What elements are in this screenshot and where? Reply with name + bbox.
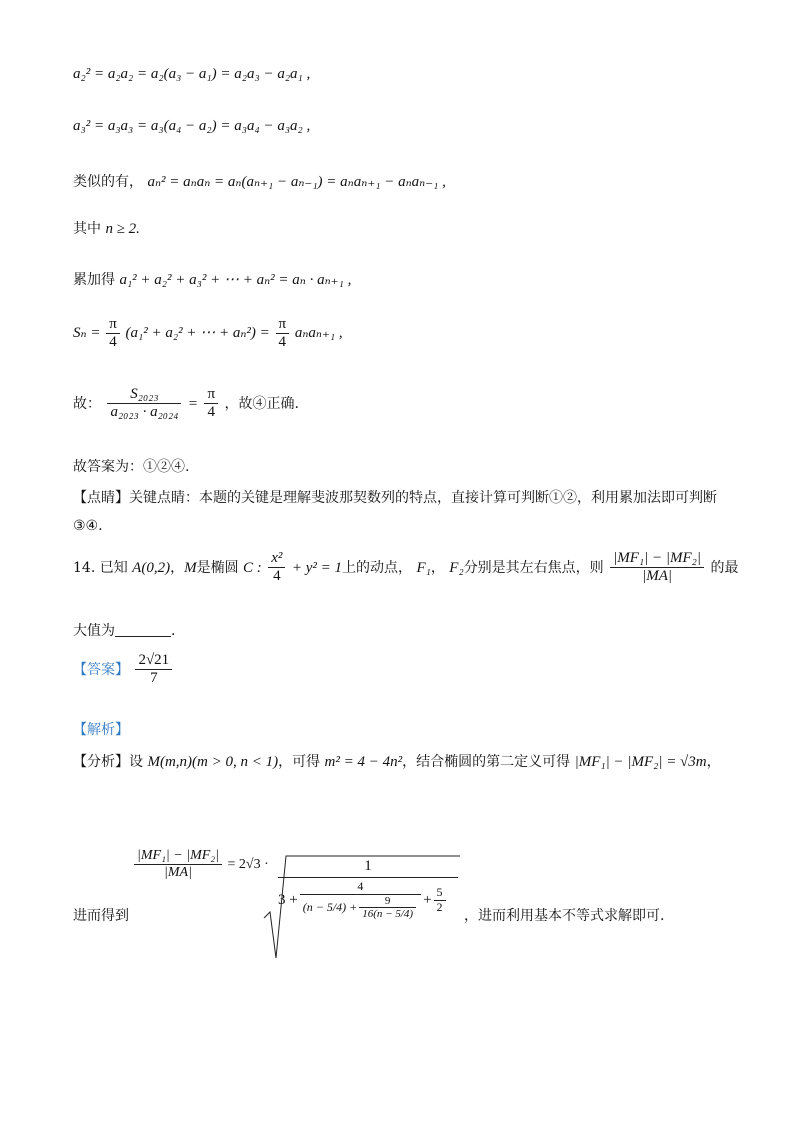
big-formula — [132, 848, 269, 881]
q14-text-1: ， — [170, 559, 185, 576]
pi-numerator-2: π — [276, 316, 290, 334]
s-n-lhs: Sₙ = — [73, 325, 101, 342]
big-equals: = 2√3 · — [227, 856, 269, 872]
line-7-prefix: 故： — [73, 395, 101, 412]
comment-tag: 【点睛】 — [73, 490, 129, 506]
inner-two: 2 — [436, 900, 443, 915]
line-7-suffix: ，故④正确. — [224, 395, 299, 412]
answer-line — [73, 652, 174, 688]
s2023-fraction — [107, 386, 181, 422]
analysis-line-1 — [73, 751, 721, 771]
fenxi-tag: 【分析】 — [73, 754, 129, 770]
big-inner-fraction — [278, 858, 458, 921]
analysis-text-3: ，结合椭圆的第二定义可得 — [402, 754, 571, 770]
line-5-prefix: 累加得 — [73, 272, 115, 288]
analysis-tag: 【解析】 — [73, 722, 129, 738]
inner-five-halves — [434, 886, 446, 915]
question-number: 14. 已知 — [73, 559, 128, 576]
answer-blank — [115, 624, 171, 637]
analysis-line-2-label: 进而得到 — [73, 908, 129, 924]
inner-four-fraction — [300, 880, 421, 921]
q14-text-5: 的最 — [710, 559, 739, 576]
q14-sep: ， — [430, 559, 445, 576]
four-denominator-2: 4 — [278, 334, 287, 351]
pi-over-4-fraction-2 — [276, 316, 290, 352]
comment-continuation: ③④. — [73, 518, 103, 534]
question-14 — [73, 550, 738, 586]
big-ratio-denominator: |MA| — [164, 865, 192, 881]
ellipse-x-squared: x² — [268, 550, 285, 568]
four-denominator-3: 4 — [207, 404, 215, 421]
equation-line-2: a₃² = a₃a₃ = a₃(a₄ − a₂) = a₃a₄ − a₃a₂ , — [73, 118, 311, 134]
line-5-math: a₁² + a₂² + a₃² + ⋯ + aₙ² = aₙ · aₙ₊₁ , — [119, 272, 352, 288]
point-a: A(0,2) — [132, 559, 171, 576]
four-denominator: 4 — [109, 334, 117, 351]
inner-three-plus: 3 + — [278, 892, 298, 909]
equation-line-4 — [73, 218, 140, 238]
equals-sign: = — [187, 395, 198, 412]
equation-line-5 — [73, 269, 351, 289]
inner-nine-fraction — [359, 895, 416, 921]
analysis-line-2-end: ，进而利用基本不等式求解即可. — [464, 908, 665, 924]
equation-line-6 — [73, 316, 343, 352]
inner-five: 5 — [434, 886, 446, 901]
inner-plus: + — [423, 892, 432, 909]
focal-difference-equation: |MF₁| − |MF₂| = √3m — [574, 754, 707, 770]
ratio-fraction — [610, 550, 704, 586]
answer-fraction — [135, 652, 172, 688]
ellipse-c-label: C : — [243, 559, 262, 576]
ellipse-fraction — [268, 550, 285, 586]
line-3-math: aₙ² = aₙaₙ = aₙ(aₙ₊₁ − aₙ₋₁) = aₙaₙ₊₁ − aₙaₙ₋₁ , — [147, 174, 446, 190]
q14-text-4: 分别是其左右焦点，则 — [463, 559, 604, 576]
s-n-rhs: aₙaₙ₊₁ , — [294, 325, 343, 342]
pi-numerator: π — [106, 316, 120, 334]
pi-numerator-3: π — [204, 386, 218, 404]
big-ratio-fraction — [134, 848, 222, 881]
line-3-prefix: 类似的有， — [73, 174, 143, 190]
inner-nine: 9 — [359, 895, 416, 909]
equation-line-3 — [73, 171, 446, 191]
answer-summary: 故答案为：①②④. — [73, 459, 190, 475]
inner-n-term: (n − 5/4) + — [302, 900, 358, 915]
line-4-math: n ≥ 2. — [105, 221, 140, 237]
ellipse-four: 4 — [273, 568, 281, 585]
answer-tag: 【答案】 — [73, 661, 129, 678]
q14-text-2: 是椭圆 — [196, 559, 239, 576]
equation-line-7 — [73, 386, 299, 422]
q14-text-6: 大值为 — [73, 623, 115, 639]
ratio-denominator: |MA| — [642, 568, 673, 585]
inner-denominator — [278, 880, 458, 921]
inner-four: 4 — [300, 880, 421, 895]
comment-line — [73, 487, 717, 507]
line-4-prefix: 其中 — [73, 221, 101, 237]
big-ratio-numerator: |MF₁| − |MF₂| — [134, 848, 222, 865]
point-m: M — [184, 559, 197, 576]
question-14-continuation — [73, 620, 175, 640]
focus-f1: F₁ — [416, 559, 431, 576]
analysis-text-4: ， — [706, 754, 721, 770]
answer-numerator: 2√21 — [135, 652, 172, 670]
m-squared-equation: m² = 4 − 4n² — [324, 754, 403, 770]
inner-16-term: 16(n − 5/4) — [362, 908, 414, 921]
q14-end: . — [171, 623, 176, 639]
pi-over-4-fraction-3 — [204, 386, 218, 422]
analysis-text-2: ，可得 — [278, 754, 321, 770]
focus-f2: F₂ — [449, 559, 464, 576]
inner-one: 1 — [278, 858, 458, 878]
s2023-numerator: S₂₀₂₃ — [107, 386, 181, 404]
inner-four-den — [300, 895, 421, 921]
point-m-definition: M(m,n)(m > 0, n < 1) — [147, 754, 279, 770]
q14-text-3: 上的动点， — [342, 559, 412, 576]
analysis-text-1: 设 — [129, 754, 143, 770]
sum-of-squares: (a₁² + a₂² + ⋯ + aₙ²) = — [125, 325, 270, 342]
s2023-denominator: a₂₀₂₃ · a₂₀₂₄ — [110, 404, 179, 421]
equation-line-1: a₂² = a₂a₂ = a₂(a₃ − a₁) = a₂a₃ − a₂a₁ , — [73, 66, 311, 82]
comment-text: 关键点睛：本题的关键是理解斐波那契数列的特点，直接计算可判断①②，利用累加法即可判断 — [129, 490, 717, 506]
answer-denominator: 7 — [150, 670, 158, 687]
pi-over-4-fraction — [106, 316, 120, 352]
ellipse-rest: + y² = 1 — [291, 559, 342, 576]
ratio-numerator: |MF₁| − |MF₂| — [610, 550, 704, 568]
